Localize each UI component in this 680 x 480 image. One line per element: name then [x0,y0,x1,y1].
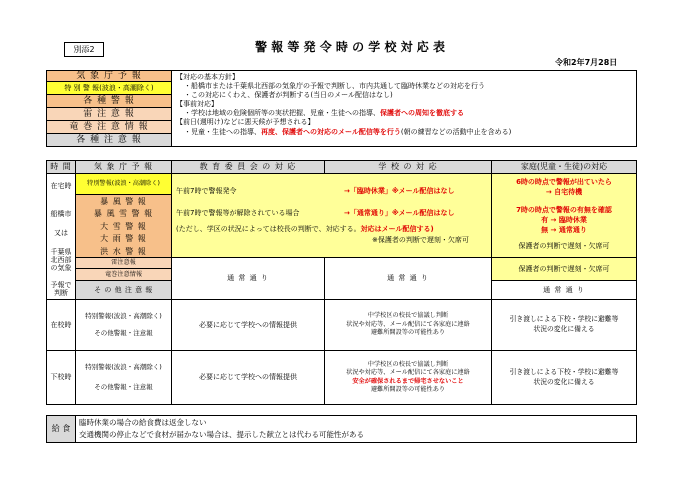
page-title: 警 報 等 発 令 時 の 学 校 対 応 表 [255,40,445,54]
col-header-home: 家庭(児童・生徒)の対応 [491,160,637,174]
forecast-special: 特別警報(波浪・高潮除く) [75,173,172,195]
top-level-tornado: 竜 巻 注 意 情 報 [46,120,172,134]
time-cell-home: 在宅時 船橋市 又は 千葉県 北西部 の気象 予報で 判断 [46,173,76,300]
forecast-school: 特別警報(波浪・高潮除く) その他警報・注意報 [75,299,172,351]
board-leave-info: 必要に応じて学校への情報提供 [171,350,325,405]
school-guardian-note: ※保護者の判断で遅刻・欠席可 [372,236,469,244]
board-line3: (ただし、学区の状況によっては校長の判断で、対応する。対応はメール配信する) [176,225,434,233]
policy-box [171,70,637,147]
board-school-block [171,173,492,258]
school-leaving: 中学校区の校長で協議し判断 状況や対応等、メール配信にて各家庭に連絡 安全が確保されるまで帰宅させないこと 避難所開設等の可能性あり [324,350,492,405]
school-at-school: 中学校区の校長で協議し判断 状況や対応等、メール配信にて各家庭に連絡 避難所開設等の可能性あり [324,299,492,351]
board-line1: 午前7時で警報発令 [176,187,237,195]
prep-line: ・学校は地域の危険個所等の実状把握、児童・生徒への指導、保護者への周知を徹底する [184,109,464,118]
document-date: 令和2年7月28日 [555,58,618,67]
top-level-forecast: 気 象 庁 予 報 [46,70,172,82]
home-leaving: 引き渡しによる下校・学校に避難等 状況の変化に備える [491,350,637,405]
policy-line: ・この対応にくわえ、保護者が判断する(当日のメール配信はなし) [184,91,393,100]
forecast-other: そ の 他 注 意 報 [75,280,172,300]
school-normal: →「通常通り」※メール配信はなし [344,209,455,217]
board-normal-1: 通 常 通 り [171,257,325,300]
top-level-warnings: 各 種 警 報 [46,94,172,108]
top-level-special: 特 別 警 報(波浪・高潮除く) [46,81,172,95]
policy-heading: 【対応の基本方針】 [176,73,239,81]
forecast-warnings: 暴 風 警 報 暴 風 雪 警 報 大 雪 警 報 大 雨 警 報 洪 水 警 報 [75,194,172,258]
col-header-forecast: 気 象 庁 予 報 [75,160,172,174]
forecast-tornado: 竜巻注意情報 [75,268,172,281]
bad-weather-heading: 【前日(週明け)などに悪天候が予想される】 [176,118,315,127]
col-header-time: 時 間 [46,160,76,174]
home-at-school: 引き渡しによる下校・学校に避難等 状況の変化に備える [491,299,637,351]
time-cell-school: 在校時 [46,299,76,351]
home-normal: 通 常 通 り [491,280,637,300]
home-guardian-2: 保護者の判断で遅刻・欠席可 [491,257,637,281]
top-level-other: 各 種 注 意 報 [46,133,172,147]
bad-weather-line: ・児童・生徒への指導、再度、保護者への対応のメール配信等を行う(朝の練習などの活動中止を含める) [184,127,512,136]
col-header-school: 学 校 の 対 応 [324,160,492,174]
home-block: 6時の時点で警報が出ていたら → 自宅待機 7時の時点で警報の有無を確認 有 → 臨時休業 無 → 通常通り 保護者の判断で遅刻・欠席可 [491,173,637,258]
time-cell-leaving: 下校時 [46,350,76,405]
school-closure: →「臨時休業」※メール配信はなし [344,187,455,195]
forecast-leaving: 特別警報(波浪・高潮除く) その他警報・注意報 [75,350,172,405]
col-header-board: 教 育 委 員 会 の 対 応 [171,160,325,174]
school-normal-1: 通 常 通 り [324,257,492,300]
lunch-label: 給 食 [46,415,76,443]
lunch-notes: 臨時休業の場合の給食費は返金しない 交通機関の停止などで食材が届かない場合は、提示した献立とは代わる可能性がある [75,415,637,443]
prep-heading: 【事前対応】 [176,100,218,109]
attachment-label: 別添2 [64,42,104,57]
top-level-thunder: 雷 注 意 報 [46,107,172,121]
board-line2: 午前7時で警報等が解除されている場合 [176,209,300,217]
policy-line: ・船橋市または千葉県北西部の気象庁の予報で判断し、市内共通して臨時休業などの対応を行う [184,82,485,91]
board-school-info: 必要に応じて学校への情報提供 [171,299,325,351]
forecast-thunder: 雷注意報 [75,257,172,269]
